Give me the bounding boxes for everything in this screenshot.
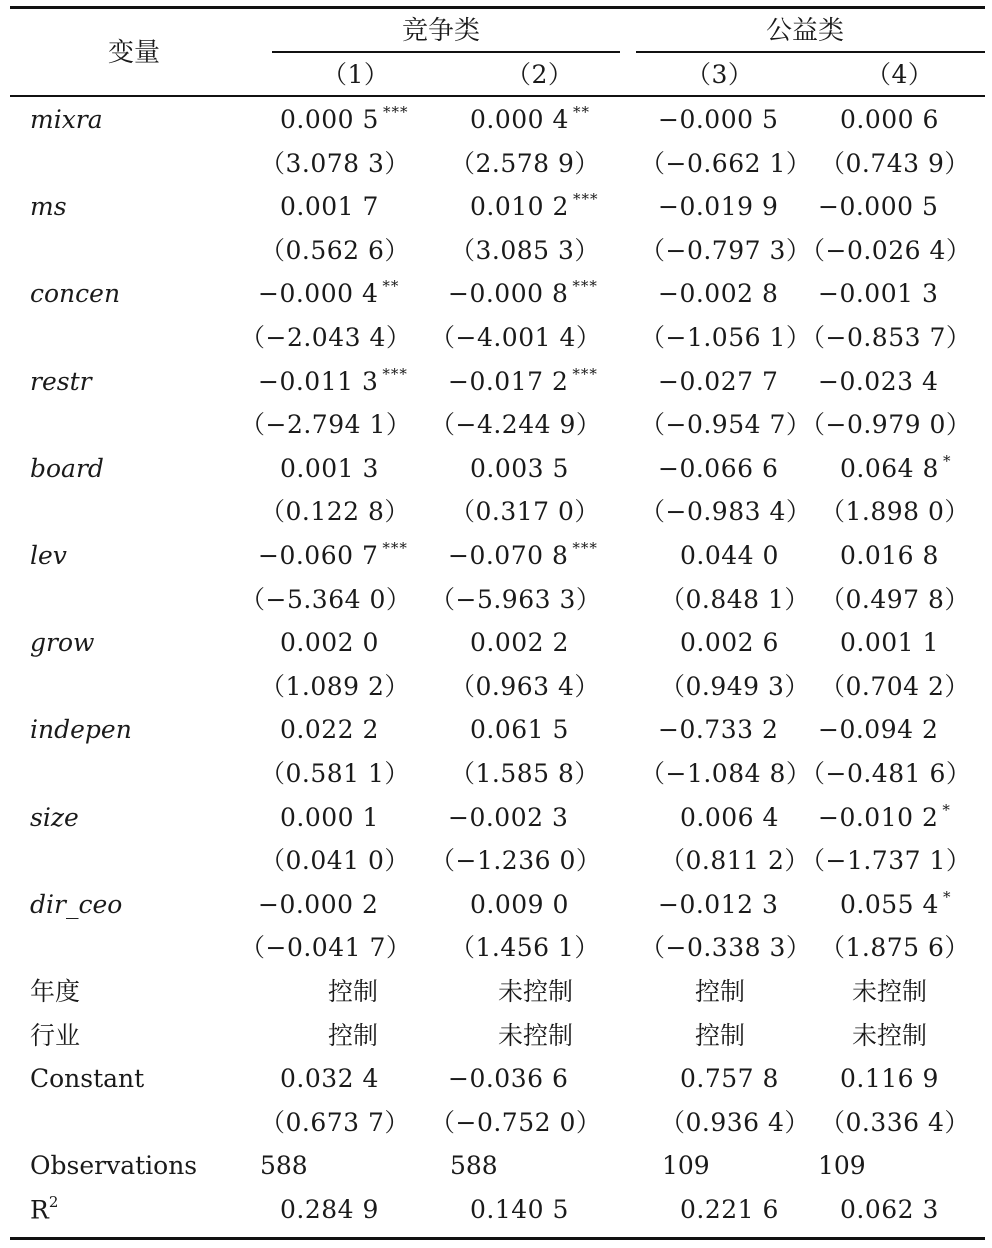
t-stat-cell: （0.317 0） — [450, 497, 600, 527]
t-stat-cell: （−5.364 0） — [240, 584, 412, 614]
coefficient-cell — [280, 715, 379, 745]
coefficient-value: −0.000 2 — [258, 889, 379, 919]
variable-label: ms — [30, 192, 67, 222]
control-value: 未控制 — [852, 977, 928, 1006]
t-stat-cell: （1.456 1） — [450, 933, 600, 963]
t-stat-cell: （0.497 8） — [820, 584, 970, 614]
coefficient-value: 0.006 4 — [680, 802, 779, 832]
r-squared-superscript: 2 — [48, 1193, 59, 1211]
coefficient-value: 0.010 2 — [470, 192, 569, 222]
coefficient-value: −0.000 5 — [658, 105, 779, 134]
t-stat-cell: （−2.043 4） — [240, 323, 412, 352]
coefficient-cell — [470, 453, 569, 483]
t-stat-cell: （−1.737 1） — [800, 846, 972, 876]
r-squared-value: 0.221 6 — [680, 1195, 779, 1224]
t-stat-cell: （0.848 1） — [660, 584, 810, 614]
control-label: 行业 — [30, 1020, 81, 1050]
coefficient-cell — [258, 277, 400, 309]
coefficient-value: 0.002 6 — [680, 628, 779, 658]
significance-stars: *** — [572, 539, 598, 557]
t-stat-cell: （−0.481 6） — [800, 759, 972, 788]
t-stat-cell: （−0.338 3） — [640, 933, 812, 963]
coefficient-cell — [280, 453, 379, 483]
t-stat-cell: （0.581 1） — [260, 759, 410, 788]
t-stat-cell: （0.936 4） — [660, 1107, 810, 1137]
coefficient-cell — [258, 539, 408, 570]
observations-label: Observations — [30, 1151, 198, 1181]
variable-header: 变量 — [108, 38, 161, 68]
coefficient-cell — [680, 628, 779, 658]
coefficient-cell — [840, 887, 952, 919]
significance-stars: * — [942, 800, 951, 819]
control-value: 控制 — [695, 1020, 746, 1050]
t-stat-cell: （0.562 6） — [260, 235, 410, 265]
t-stat-cell: （−0.983 4） — [640, 497, 812, 527]
coefficient-cell — [470, 103, 590, 134]
t-stat-cell: （0.949 3） — [660, 671, 810, 701]
coefficient-cell — [280, 802, 379, 832]
significance-stars: ** — [382, 277, 400, 296]
t-stat-cell: （−4.001 4） — [430, 323, 602, 352]
constant-label: Constant — [30, 1064, 145, 1094]
coefficient-cell — [280, 192, 379, 222]
coefficient-cell — [448, 539, 598, 570]
coefficient-cell — [818, 800, 951, 832]
coefficient-value: −0.012 3 — [658, 889, 779, 919]
coefficient-cell — [818, 279, 939, 309]
t-stat-cell: （−0.797 3） — [640, 235, 812, 265]
coefficient-value: −0.070 8 — [448, 541, 569, 570]
coefficient-value: −0.010 2 — [818, 802, 939, 832]
variable-label: mixra — [30, 105, 103, 134]
coefficient-cell — [658, 279, 779, 309]
coefficient-value: 0.000 6 — [840, 105, 939, 134]
significance-stars: *** — [572, 364, 598, 383]
control-value: 未控制 — [498, 977, 574, 1006]
t-stat-cell: （−1.236 0） — [430, 846, 602, 876]
significance-stars: *** — [572, 190, 599, 209]
significance-stars: *** — [572, 277, 598, 296]
coefficient-value: −0.002 8 — [658, 279, 779, 309]
r-squared-value: 0.062 3 — [840, 1195, 939, 1224]
coefficient-value: −0.733 2 — [658, 715, 779, 745]
coefficient-value: −0.094 2 — [818, 715, 939, 745]
column-header-1: （1） — [322, 60, 390, 89]
coefficient-cell — [258, 364, 408, 396]
observations-value: 109 — [818, 1151, 866, 1181]
significance-stars: * — [942, 451, 952, 470]
variable-label: restr — [30, 366, 92, 396]
coefficient-value: −0.017 2 — [448, 366, 569, 396]
coefficient-value: 0.116 9 — [840, 1064, 939, 1094]
coefficient-value: 0.000 5 — [280, 105, 379, 134]
coefficient-value: 0.032 4 — [280, 1064, 379, 1094]
group-competitive-header: 竞争类 — [402, 16, 481, 46]
coefficient-cell — [470, 889, 569, 919]
coefficient-cell — [658, 192, 779, 222]
significance-stars: * — [942, 887, 952, 906]
observations-value: 109 — [662, 1151, 710, 1181]
significance-stars: *** — [382, 364, 408, 383]
r-squared-text: R — [30, 1195, 49, 1225]
coefficient-cell — [818, 366, 939, 396]
control-value: 未控制 — [498, 1020, 574, 1050]
group1-underline — [272, 51, 620, 53]
coefficient-cell — [280, 628, 379, 658]
coefficient-cell — [658, 889, 779, 919]
coefficient-cell — [258, 889, 379, 919]
t-stat-cell: （−0.979 0） — [800, 410, 972, 440]
control-value: 控制 — [695, 977, 746, 1006]
coefficient-value: −0.060 7 — [258, 541, 379, 570]
coefficient-cell — [680, 802, 779, 832]
observations-value: 588 — [260, 1151, 308, 1181]
variable-label: board — [30, 453, 104, 483]
coefficient-value: 0.055 4 — [840, 889, 939, 919]
coefficient-value: 0.064 8 — [840, 453, 939, 483]
coefficient-cell — [280, 103, 409, 134]
bottom-rule — [10, 1237, 985, 1240]
coefficient-value: −0.023 4 — [818, 366, 939, 396]
t-stat-cell: （1.585 8） — [450, 759, 600, 788]
coefficient-cell — [448, 277, 598, 309]
coefficient-value: 0.061 5 — [470, 715, 569, 745]
coefficient-cell — [818, 192, 939, 222]
coefficient-value: −0.000 5 — [818, 192, 939, 222]
significance-stars: *** — [382, 539, 408, 557]
variable-label: size — [30, 802, 79, 832]
t-stat-cell: （−1.056 1） — [640, 323, 812, 352]
variable-label: grow — [30, 628, 95, 658]
t-stat-cell: （3.085 3） — [450, 235, 600, 265]
coefficient-cell — [840, 543, 939, 568]
t-stat-cell: （0.743 9） — [820, 148, 970, 178]
coefficient-value: 0.002 2 — [470, 628, 569, 658]
coefficient-value: 0.002 0 — [280, 628, 379, 658]
coefficient-value: −0.002 3 — [448, 802, 569, 832]
t-stat-cell: （2.578 9） — [450, 148, 600, 178]
significance-stars: ** — [572, 103, 590, 121]
coefficient-cell — [680, 543, 779, 568]
t-stat-cell: （−0.853 7） — [800, 323, 972, 352]
group-public-welfare-header: 公益类 — [766, 16, 845, 46]
coefficient-cell — [658, 453, 779, 483]
coefficient-value: −0.027 7 — [658, 366, 779, 396]
coefficient-value: 0.016 8 — [840, 541, 939, 570]
r-squared-label — [30, 1193, 59, 1225]
coefficient-value: 0.000 1 — [280, 802, 379, 832]
t-stat-cell: （0.122 8） — [260, 497, 410, 527]
t-stat-cell: （0.963 4） — [450, 671, 600, 701]
t-stat-cell: （−1.084 8） — [640, 759, 812, 788]
coefficient-cell — [658, 366, 779, 396]
significance-stars: *** — [382, 103, 409, 121]
coefficient-cell — [818, 715, 939, 745]
coefficient-cell — [448, 802, 569, 832]
coefficient-value: −0.000 4 — [258, 279, 379, 309]
variable-label: concen — [30, 279, 121, 309]
r-squared-value: 0.284 9 — [280, 1195, 379, 1224]
r-squared-value: 0.140 5 — [470, 1195, 569, 1224]
coefficient-value: −0.066 6 — [658, 453, 779, 483]
group2-underline — [636, 51, 985, 53]
control-label: 年度 — [30, 977, 81, 1006]
variable-label: lev — [30, 541, 67, 570]
coefficient-value: 0.003 5 — [470, 453, 569, 483]
coefficient-cell — [470, 715, 569, 745]
coefficient-cell — [658, 107, 778, 132]
t-stat-cell: （−0.662 1） — [640, 148, 812, 178]
t-stat-cell: （−0.026 4） — [800, 235, 972, 265]
coefficient-value: 0.757 8 — [680, 1064, 779, 1094]
variable-label: indepen — [30, 715, 132, 745]
coefficient-cell — [448, 364, 598, 396]
coefficient-cell — [840, 628, 939, 658]
coefficient-value: −0.011 3 — [258, 366, 379, 396]
t-stat-cell: （1.875 6） — [820, 933, 970, 963]
t-stat-cell: （3.078 3） — [260, 148, 410, 178]
t-stat-cell: （−5.963 3） — [430, 584, 602, 614]
coefficient-value: 0.022 2 — [280, 715, 379, 745]
t-stat-cell: （1.898 0） — [820, 497, 970, 527]
control-value: 控制 — [328, 977, 379, 1006]
coefficient-value: 0.001 7 — [280, 192, 379, 222]
coefficient-cell — [840, 107, 939, 132]
coefficient-value: 0.001 3 — [280, 453, 379, 483]
column-header-2: （2） — [506, 60, 574, 89]
coefficient-value: 0.044 0 — [680, 541, 779, 570]
coefficient-cell — [470, 628, 569, 658]
coefficient-value: −0.036 6 — [448, 1064, 569, 1094]
column-header-4: （4） — [866, 60, 934, 89]
coefficient-cell — [470, 190, 599, 222]
variable-label: dir_ceo — [30, 889, 123, 919]
coefficient-value: −0.001 3 — [818, 279, 939, 309]
t-stat-cell: （−0.041 7） — [240, 933, 412, 963]
control-value: 控制 — [328, 1020, 379, 1050]
header-rule — [10, 95, 985, 97]
t-stat-cell: （0.041 0） — [260, 846, 410, 876]
observations-value: 588 — [450, 1151, 498, 1181]
t-stat-cell: （−0.954 7） — [640, 410, 812, 440]
coefficient-value: −0.000 8 — [448, 279, 569, 309]
top-rule — [10, 6, 985, 9]
coefficient-value: −0.019 9 — [658, 192, 779, 222]
coefficient-cell — [840, 451, 952, 483]
t-stat-cell: （1.089 2） — [260, 671, 410, 701]
coefficient-value: 0.001 1 — [840, 628, 939, 658]
coefficient-value: 0.009 0 — [470, 889, 569, 919]
t-stat-cell: （−2.794 1） — [240, 410, 412, 440]
coefficient-cell — [658, 715, 779, 745]
column-header-3: （3） — [686, 60, 754, 89]
t-stat-cell: （0.811 2） — [660, 846, 810, 876]
coefficient-value: 0.000 4 — [470, 105, 569, 134]
t-stat-cell: （0.336 4） — [820, 1107, 970, 1137]
t-stat-cell: （0.704 2） — [820, 671, 970, 701]
t-stat-cell: （−0.752 0） — [430, 1107, 602, 1137]
t-stat-cell: （0.673 7） — [260, 1107, 410, 1137]
t-stat-cell: （−4.244 9） — [430, 410, 602, 440]
control-value: 未控制 — [852, 1020, 928, 1050]
